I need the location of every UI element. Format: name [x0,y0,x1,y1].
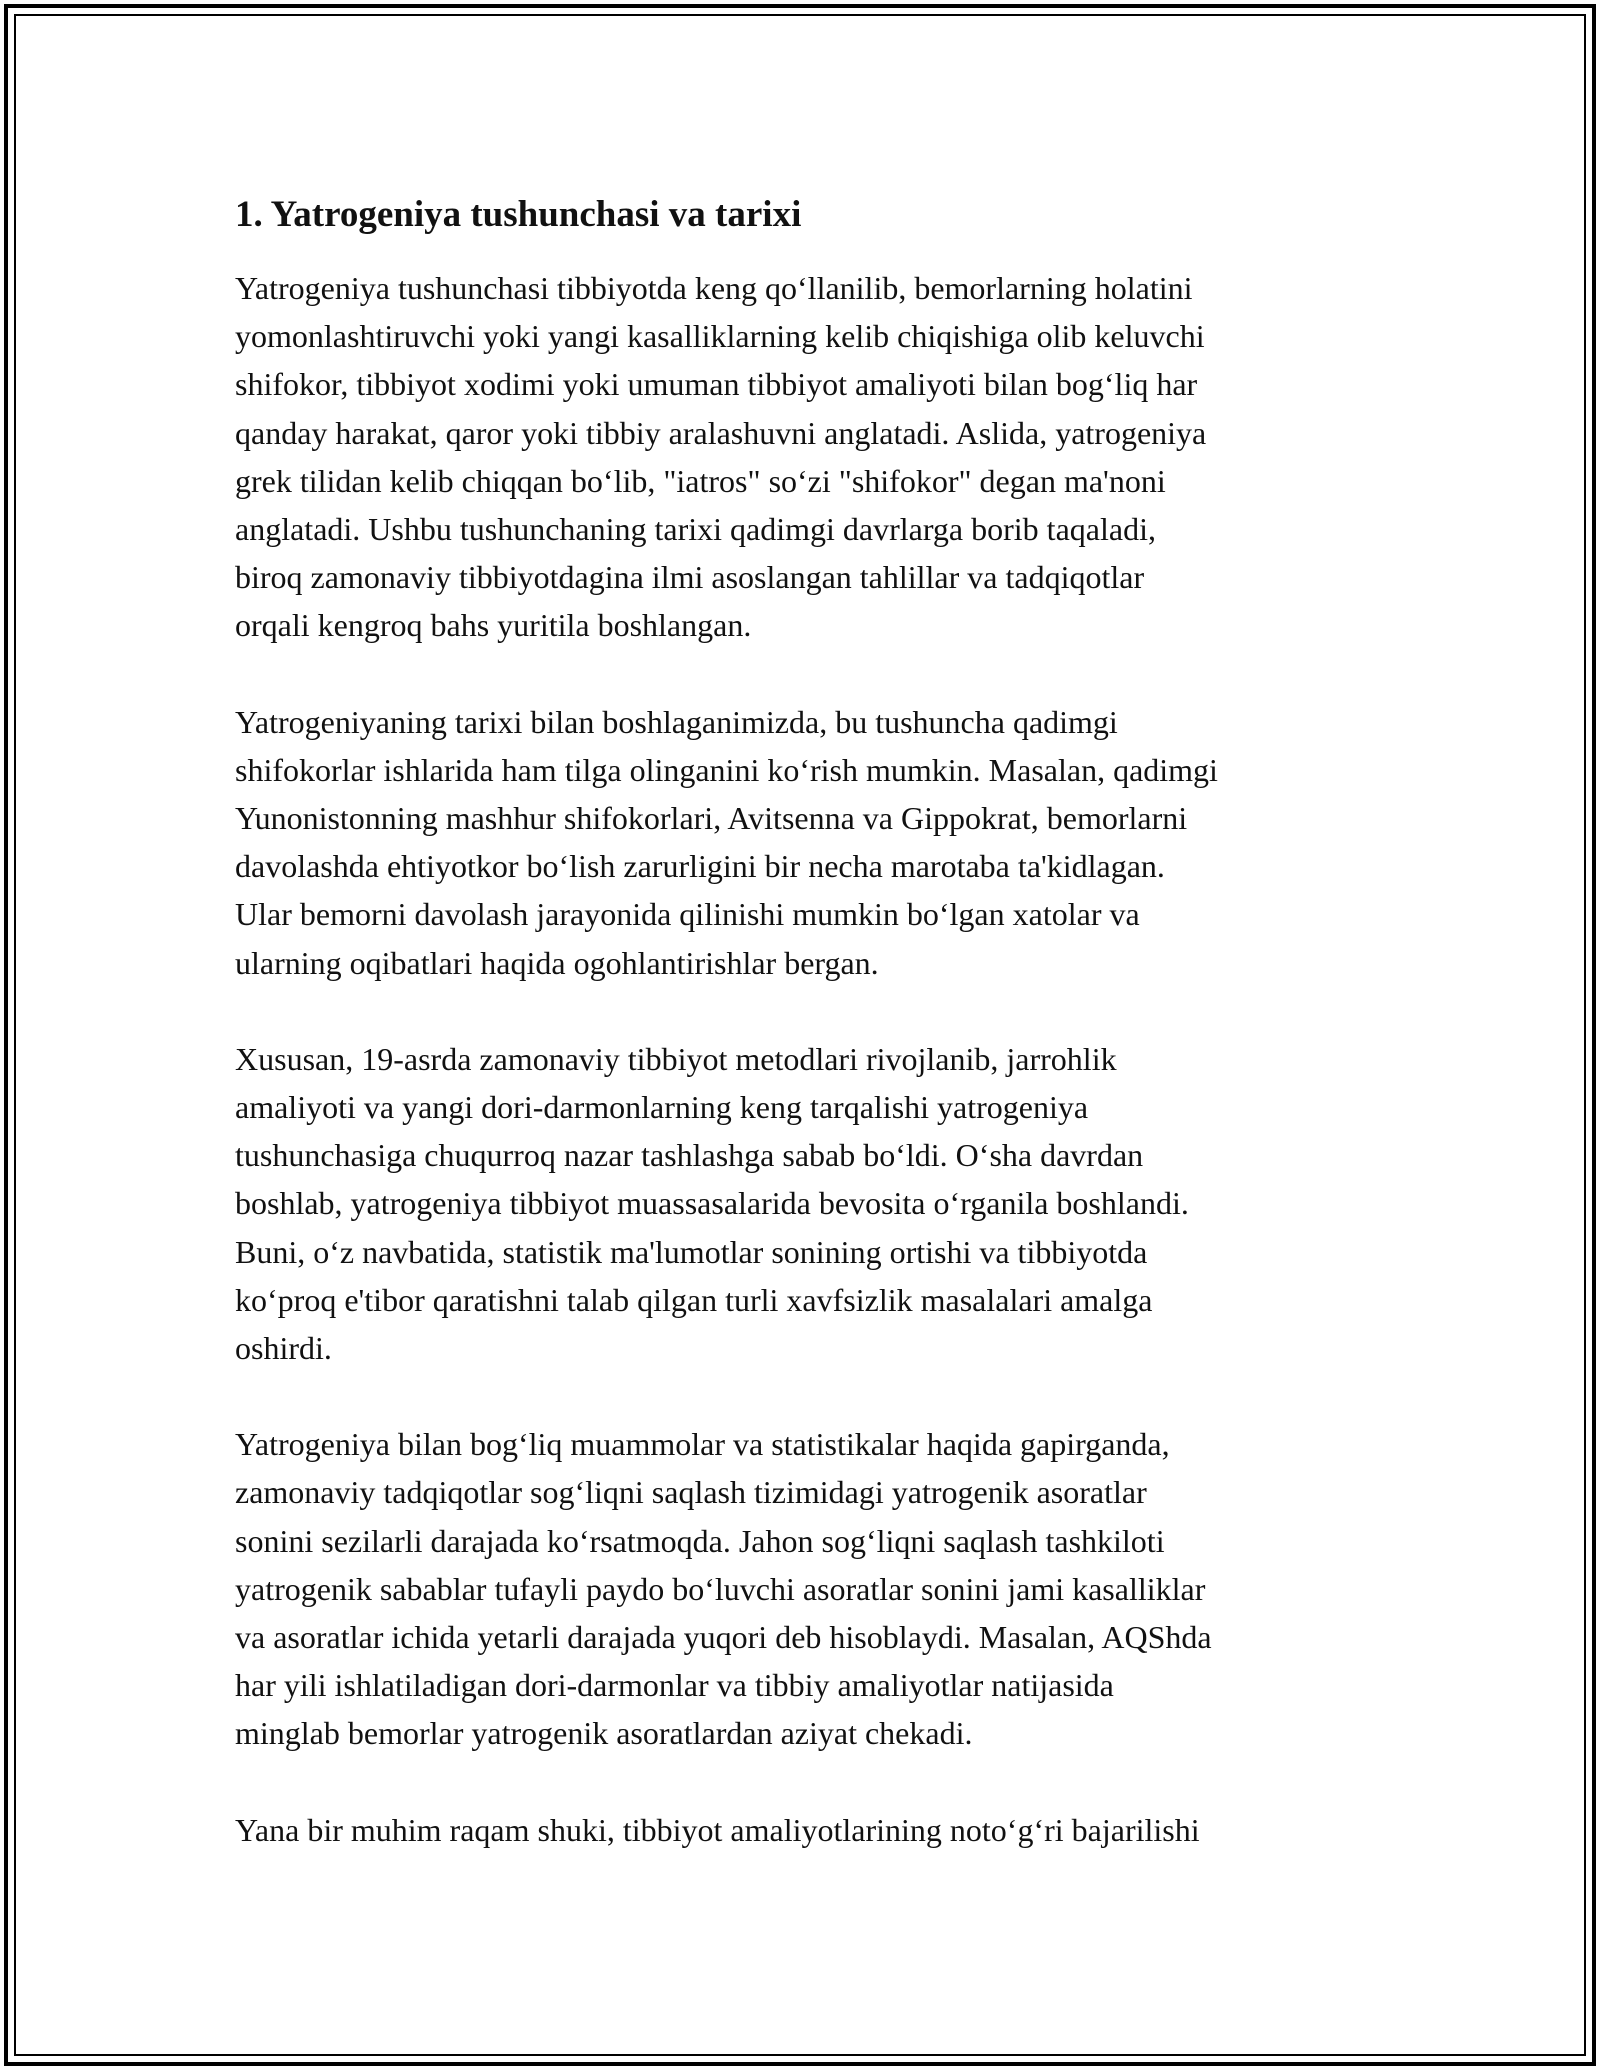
paragraph-line: shifokorlar ishlarida ham tilga olinganini ko‘rish mumkin. Masalan, qadimgi [235,751,1218,788]
paragraph-line: Yunonistonning mashhur shifokorlari, Avitsenna va Gippokrat, bemorlarni [235,800,1188,837]
paragraph-line: grek tilidan kelib chiqqan bo‘lib, "iatros" so‘zi "shifokor" degan ma'noni [235,462,1166,499]
paragraph [235,1420,1375,1757]
paragraph-line: biroq zamonaviy tibbiyotdagina ilmi asoslangan tahlillar va tadqiqotlar [235,559,1145,596]
paragraph-line: ularning oqibatlari haqida ogohlantirishlar bergan. [235,944,879,981]
paragraph-line: har yili ishlatiladigan dori-darmonlar va tibbiy amaliyotlar natijasida [235,1667,1114,1704]
paragraph-line: Yatrogeniya tushunchasi tibbiyotda keng qo‘llanilib, bemorlarning holatini [235,270,1193,306]
paragraph [235,698,1375,987]
paragraph-line: tushunchasiga chuqurroq nazar tashlashga sabab bo‘ldi. O‘sha davrdan [235,1137,1144,1174]
paragraph-line: zamonaviy tadqiqotlar sog‘liqni saqlash tizimidagi yatrogenik asoratlar [235,1474,1147,1511]
paragraph [235,264,1375,650]
paragraph-line: shifokor, tibbiyot xodimi yoki umuman tibbiyot amaliyoti bilan bog‘liq har [235,366,1198,403]
section-heading: 1. Yatrogeniya tushunchasi va tarixi [235,194,802,235]
paragraph-line: orqali kengroq bahs yuritila boshlangan. [235,607,752,644]
paragraph-line: amaliyoti va yangi dori-darmonlarning keng tarqalishi yatrogeniya [235,1089,1089,1126]
paragraph-line: yomonlashtiruvchi yoki yangi kasalliklarning kelib chiqishiga olib keluvchi [235,318,1205,355]
paragraph-line: Xususan, 19-asrda zamonaviy tibbiyot metodlari rivojlanib, jarrohlik [235,1040,1117,1077]
paragraph-line: sonini sezilarli darajada ko‘rsatmoqda. Jahon sog‘liqni saqlash tashkiloti [235,1522,1165,1559]
paragraph [235,1035,1375,1372]
paragraph-line: Yana bir muhim raqam shuki, tibbiyot amaliyotlarining noto‘g‘ri bajarilishi [235,1811,1200,1848]
paragraph-line: Buni, o‘z navbatida, statistik ma'lumotlar sonining ortishi va tibbiyotda [235,1233,1148,1270]
paragraph-line: qanday harakat, qaror yoki tibbiy aralashuvni anglatadi. Aslida, yatrogeniya [235,414,1207,451]
paragraph-line: Ular bemorni davolash jarayonida qilinishi mumkin bo‘lgan xatolar va [235,896,1140,933]
paragraph-line: minglab bemorlar yatrogenik asoratlardan aziyat chekadi. [235,1715,973,1752]
paragraph [235,1806,1375,1854]
paragraph-line: davolashda ehtiyotkor bo‘lish zarurligini bir necha marotaba ta'kidlagan. [235,848,1165,885]
paragraph-line: anglatadi. Ushbu tushunchaning tarixi qadimgi davrlarga borib taqaladi, [235,511,1156,548]
paragraph-line: yatrogenik sabablar tufayli paydo bo‘luvchi asoratlar sonini jami kasalliklar [235,1570,1206,1607]
paragraph-line: Yatrogeniyaning tarixi bilan boshlaganimizda, bu tushuncha qadimgi [235,703,1118,740]
paragraph-line: oshirdi. [235,1330,332,1367]
paragraph-line: va asoratlar ichida yetarli darajada yuqori deb hisoblaydi. Masalan, AQShda [235,1619,1212,1656]
document-body [235,186,1375,1902]
paragraph-line: ko‘proq e'tibor qaratishni talab qilgan turli xavfsizlik masalalari amalga [235,1281,1153,1318]
paragraph-line: Yatrogeniya bilan bog‘liq muammolar va statistikalar haqida gapirganda, [235,1426,1170,1463]
paragraph-list [235,264,1375,1854]
paragraph-line: boshlab, yatrogeniya tibbiyot muassasalarida bevosita o‘rganila boshlandi. [235,1185,1189,1222]
